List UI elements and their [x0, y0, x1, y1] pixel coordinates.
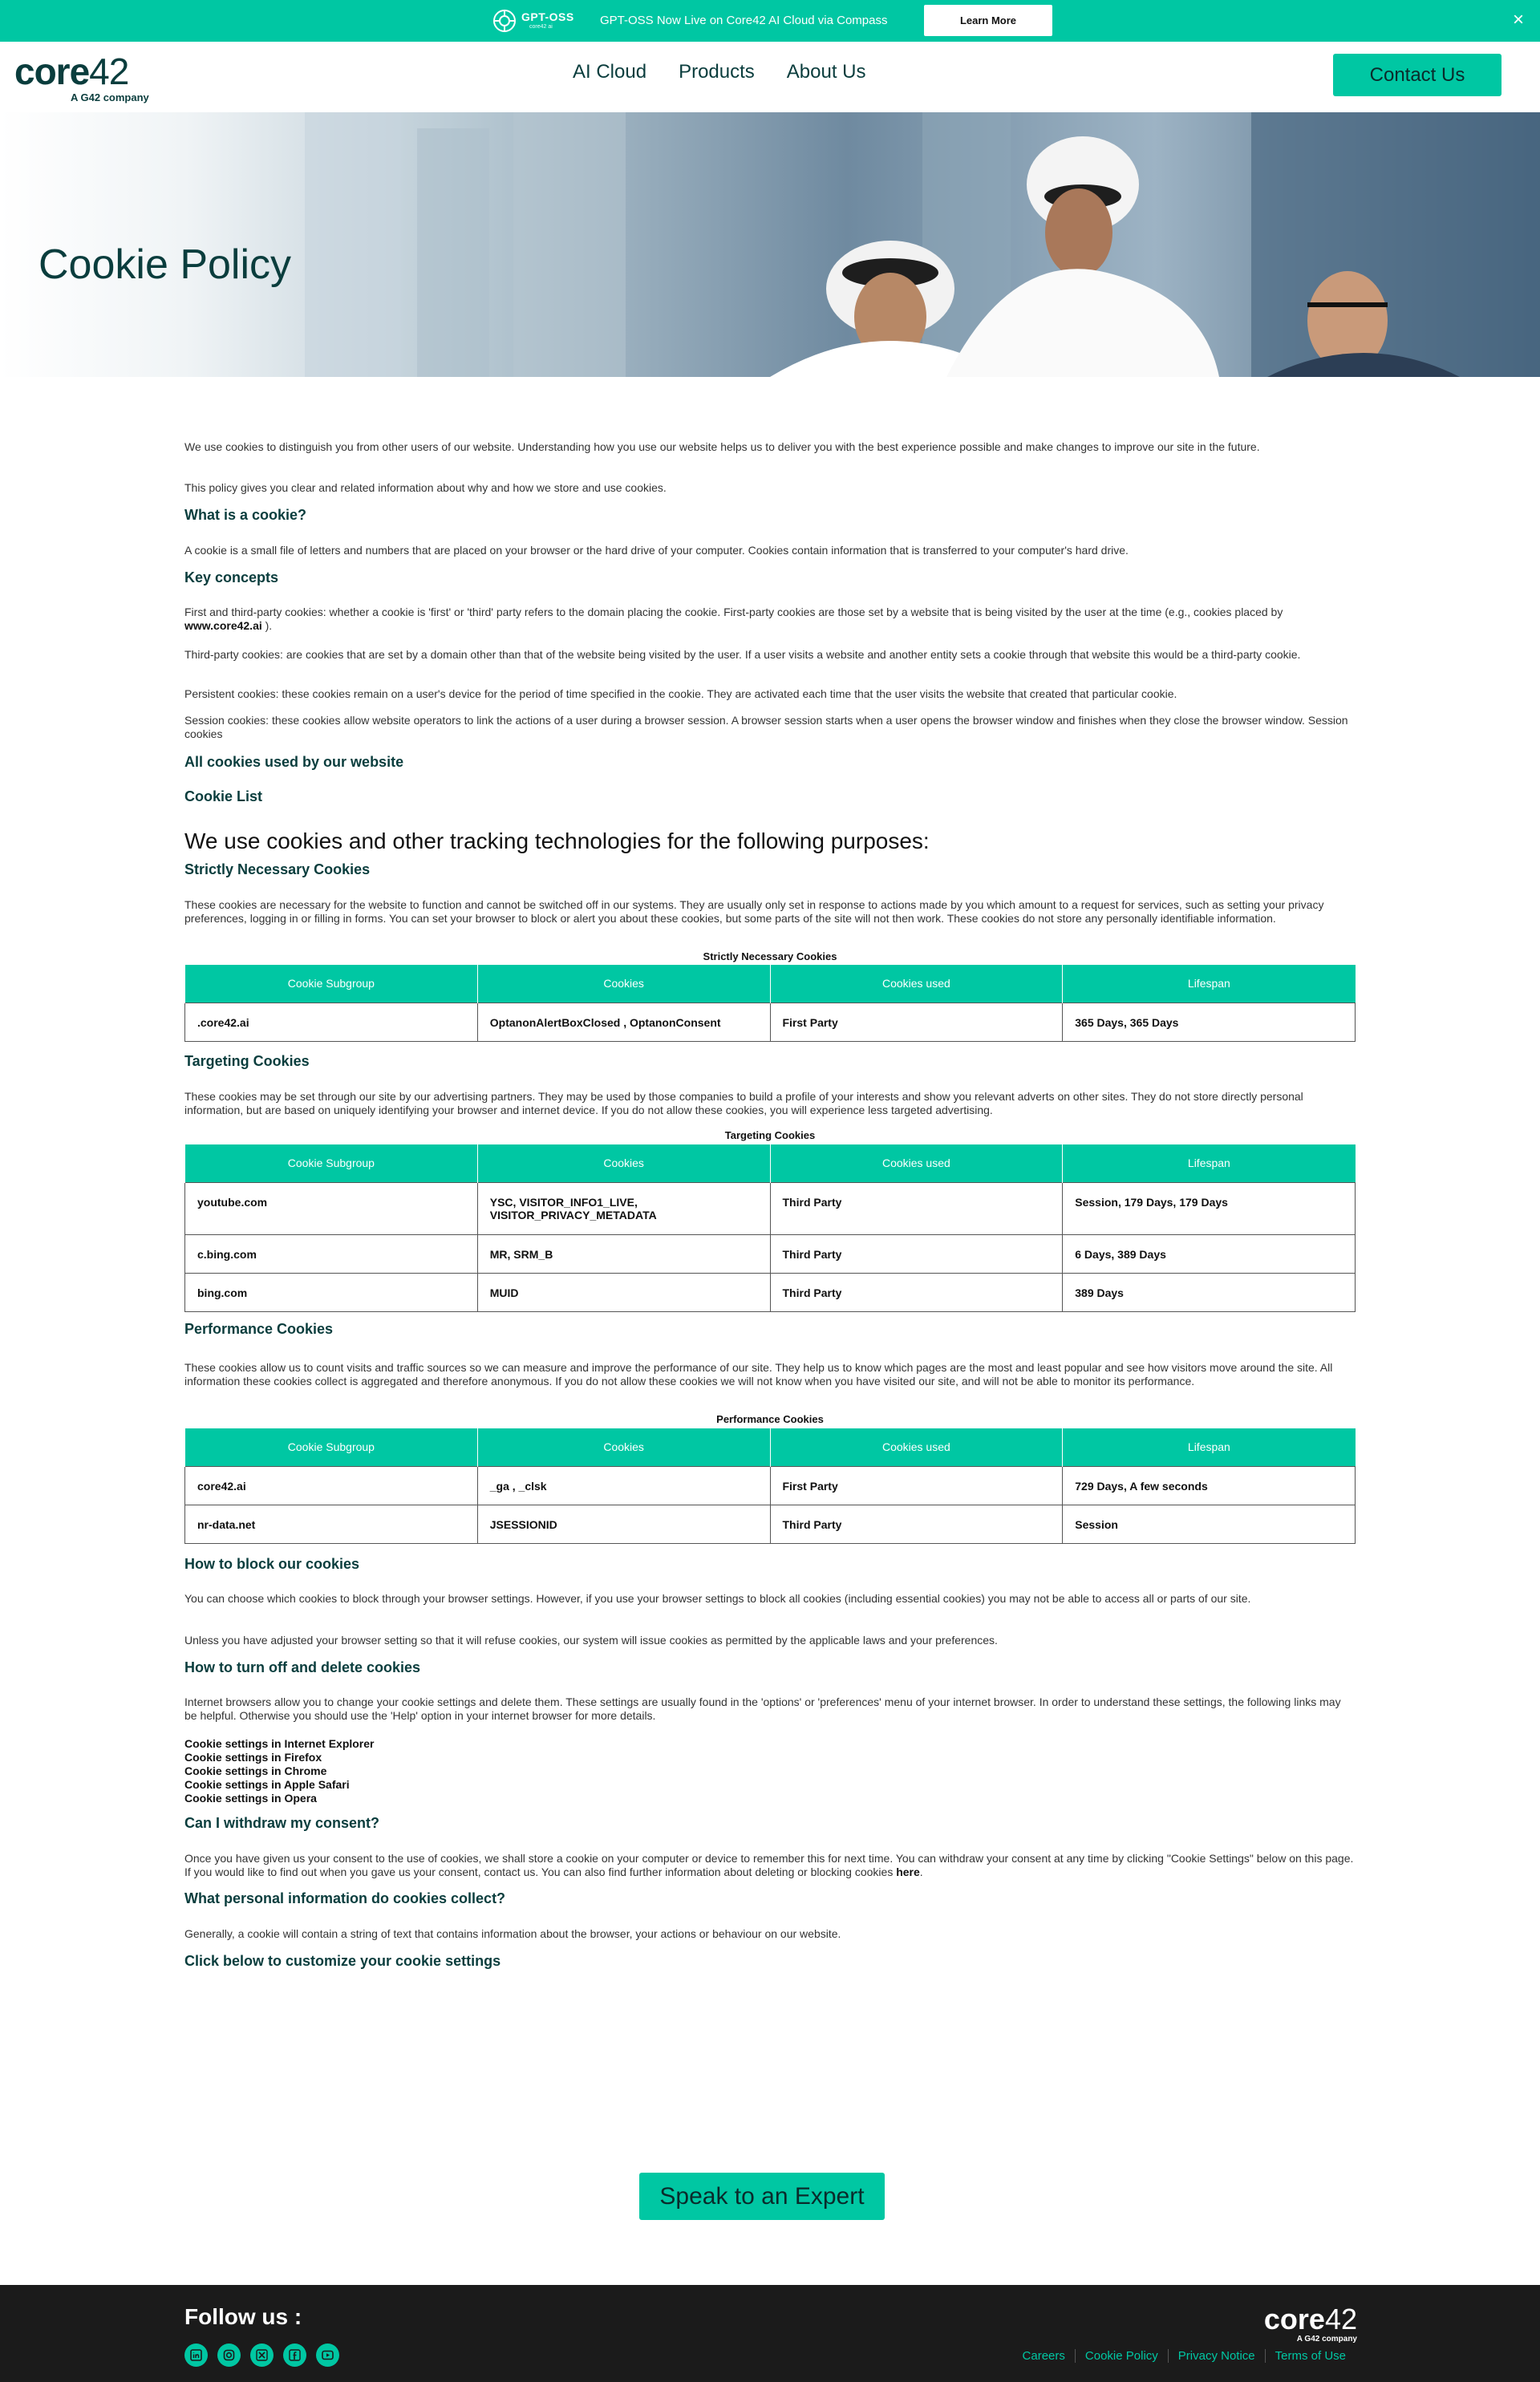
announcement-bar — [0, 0, 1540, 42]
youtube-icon[interactable] — [316, 2344, 339, 2367]
logo-tagline: A G42 company — [71, 91, 149, 103]
section-paragraph: These cookies may be set through our site by our advertising partners. They may be used by those companies to build a profile of your interests and show you relevant adverts on other sites. They do not store directly personal information, but are based on uniquely identifying your browser and internet device. If you do not allow these cookies, you will experience less targeted advertising. — [184, 1090, 1303, 1116]
contact-us-button[interactable]: Contact Us — [1333, 54, 1502, 96]
table-cell: c.bing.com — [185, 1234, 478, 1273]
table-cell: MR, SRM_B — [477, 1234, 770, 1273]
facebook-icon[interactable] — [283, 2344, 306, 2367]
table-caption: Targeting Cookies — [724, 1129, 816, 1141]
column-header: Lifespan — [1063, 965, 1356, 1003]
table-cell: Third Party — [770, 1182, 1063, 1234]
table-row — [185, 1234, 1356, 1273]
section-paragraph: A cookie is a small file of letters and numbers that are placed on your browser or the hard drive of your computer. Cookies contain information that is transferred to your computer's hard drive. — [184, 544, 1129, 557]
x-icon[interactable] — [250, 2344, 274, 2367]
intro-paragraph: This policy gives you clear and related information about why and how we store and use cookies. — [184, 481, 667, 494]
logo-wordmark: core42 — [1263, 2303, 1357, 2335]
footer — [0, 2285, 1540, 2382]
close-icon[interactable]: × — [1513, 9, 1525, 30]
column-header: Cookies — [477, 965, 770, 1003]
table-cell: 365 Days, 365 Days — [1063, 1003, 1356, 1041]
table-cell: First Party — [770, 1003, 1063, 1041]
section-heading: Strictly Necessary Cookies — [184, 861, 371, 877]
table-cell: _ga , _clsk — [477, 1466, 770, 1505]
table-cell: .core42.ai — [185, 1003, 478, 1041]
section-heading: Targeting Cookies — [184, 1053, 310, 1069]
column-header: Cookies used — [770, 1144, 1063, 1182]
section-paragraph: Generally, a cookie will contain a string of text that contains information about the browser, your actions or behaviour on our website. — [184, 1927, 841, 1940]
footer-link-privacy-notice[interactable]: Privacy Notice — [1168, 2349, 1265, 2363]
announcement-message: GPT-OSS Now Live on Core42 AI Cloud via Compass — [600, 14, 888, 27]
footer-link-terms-of-use[interactable]: Terms of Use — [1265, 2349, 1356, 2363]
section-paragraph: Persistent cookies: these cookies remain on a user's device for the period of time specified in the cookie. They are activated each time that the user visits the website that created that particular cookie. — [184, 687, 1177, 700]
column-header: Cookies — [477, 1428, 770, 1466]
speak-to-expert-button[interactable]: Speak to an Expert — [639, 2173, 885, 2220]
table-caption: Performance Cookies — [716, 1413, 824, 1425]
table-row — [185, 1466, 1356, 1505]
main-nav — [0, 42, 1540, 112]
table-cell: OptanonAlertBoxClosed , OptanonConsent — [477, 1003, 770, 1041]
table-cell: 6 Days, 389 Days — [1063, 1234, 1356, 1273]
column-header: Lifespan — [1063, 1144, 1356, 1182]
table-cell: Third Party — [770, 1505, 1063, 1543]
customize-cookie-settings-heading: Click below to customize your cookie settings — [184, 1953, 501, 1969]
table-cell: 389 Days — [1063, 1273, 1356, 1311]
browser-settings-link-chrome[interactable]: Cookie settings in Chrome — [184, 1764, 327, 1777]
section-heading: Performance Cookies — [184, 1321, 334, 1337]
table-cell: Session, 179 Days, 179 Days — [1063, 1182, 1356, 1234]
section-paragraph: Internet browsers allow you to change your cookie settings and delete them. These settings are usually found in the 'options' or 'preferences' menu of your internet browser. In order to understand these settings, the following links may be helpful. Otherwise you should use the 'Help' option in your internet browser for more details. — [184, 1695, 1341, 1722]
table-cell: YSC, VISITOR_INFO1_LIVE, VISITOR_PRIVACY_METADATA — [477, 1182, 770, 1234]
footer-link-cookie-policy[interactable]: Cookie Policy — [1075, 2349, 1168, 2363]
section-paragraph: These cookies are necessary for the website to function and cannot be switched off in our systems. They are usually only set in response to actions made by you which amount to a request for services, such as setting your privacy preferences, logging in or filling in forms. You can set your browser to block or alert you about these cookies, but some parts of the site will not then work. These cookies do not store any personally identifiable information. — [184, 898, 1324, 925]
table-cell: nr-data.net — [185, 1505, 478, 1543]
section-heading: How to block our cookies — [184, 1556, 360, 1572]
section-heading: What is a cookie? — [184, 507, 307, 523]
social-links — [184, 2344, 339, 2367]
section-paragraph: These cookies allow us to count visits and traffic sources so we can measure and improve the performance of our site. They help us to know which pages are the most and least popular and see how visitors move around the site. All information these cookies collect is aggregated and therefore anonymous. If you do not allow these cookies we will not know when you have visited our site, and will not be able to monitor its performance. — [184, 1361, 1333, 1387]
table-cell: Third Party — [770, 1273, 1063, 1311]
column-header: Cookies — [477, 1144, 770, 1182]
table-row — [185, 1273, 1356, 1311]
column-header: Cookie Subgroup — [185, 965, 478, 1003]
section-paragraph: You can choose which cookies to block through your browser settings. However, if you use your browser settings to block all cookies (including essential cookies) you may not be able to access all or parts of our site. — [184, 1592, 1251, 1605]
nav-item-about-us[interactable]: About Us — [786, 61, 866, 83]
nav-item-ai-cloud[interactable]: AI Cloud — [573, 61, 647, 83]
learn-more-button[interactable]: Learn More — [924, 5, 1052, 36]
cookie-list-link[interactable]: Cookie List — [184, 788, 263, 804]
browser-settings-link-ie[interactable]: Cookie settings in Internet Explorer — [184, 1737, 375, 1750]
table-cell: JSESSIONID — [477, 1505, 770, 1543]
section-paragraph: First and third-party cookies: whether a cookie is 'first' or 'third' party refers to the domain placing the cookie. First-party cookies are those set by a website that is being visited by the user at the time (e.g., cookies placed by www.core42.ai ). — [184, 606, 1283, 632]
targeting-cookies-table — [184, 1144, 1356, 1312]
section-heading: Key concepts — [184, 569, 279, 585]
table-cell: Third Party — [770, 1234, 1063, 1273]
browser-settings-link-opera[interactable]: Cookie settings in Opera — [184, 1792, 317, 1805]
hero-banner — [0, 112, 1540, 377]
table-row — [185, 1505, 1356, 1543]
section-paragraph: Third-party cookies: are cookies that are set by a domain other than that of the website being visited by the user. If a user visits a website and another entity sets a cookie through that website this would be a third-party cookie. — [184, 648, 1301, 661]
column-header: Cookie Subgroup — [185, 1428, 478, 1466]
strict-cookies-table — [184, 965, 1356, 1042]
logo-wordmark: core42 — [14, 51, 129, 92]
table-cell: 729 Days, A few seconds — [1063, 1466, 1356, 1505]
intro-paragraph: We use cookies to distinguish you from other users of our website. Understanding how you use our website helps us to deliver you with the best experience possible and make changes to improve our site in the future. — [184, 440, 1260, 453]
browser-settings-link-safari[interactable]: Cookie settings in Apple Safari — [184, 1778, 350, 1791]
instagram-icon[interactable] — [217, 2344, 241, 2367]
section-paragraph: Once you have given us your consent to the use of cookies, we shall store a cookie on your computer or device to remember this for next time. You can withdraw your consent at any time by clicking "Cookie Settings" below on this page. If you would like to find out when you gave us your consent, contact us. You can also find further information about deleting or blocking cookies here. — [184, 1852, 1354, 1878]
column-header: Lifespan — [1063, 1428, 1356, 1466]
table-cell: First Party — [770, 1466, 1063, 1505]
performance-cookies-table — [184, 1428, 1356, 1544]
table-caption: Strictly Necessary Cookies — [703, 950, 837, 962]
gpt-oss-logo-text: GPT-OSS — [521, 10, 574, 23]
table-cell: youtube.com — [185, 1182, 478, 1234]
column-header: Cookies used — [770, 1428, 1063, 1466]
core42-logo[interactable] — [14, 50, 159, 106]
page-title: Cookie Policy — [38, 241, 292, 288]
follow-us-label: Follow us : — [184, 2304, 302, 2329]
logo-tagline: A G42 company — [1296, 2335, 1357, 2344]
section-paragraph: Session cookies: these cookies allow website operators to link the actions of a user during a browser session. A browser session starts when a user opens the browser window and finishes when they close the browser window. Session cookies — [184, 714, 1348, 740]
purposes-heading: We use cookies and other tracking technologies for the following purposes: — [184, 828, 930, 853]
core42-link[interactable]: www.core42.ai — [184, 619, 262, 632]
table-cell: MUID — [477, 1273, 770, 1311]
section-paragraph: Unless you have adjusted your browser setting so that it will refuse cookies, our system will issue cookies as permitted by the applicable laws and your preferences. — [184, 1634, 998, 1647]
section-heading: All cookies used by our website — [184, 754, 404, 770]
column-header: Cookies used — [770, 965, 1063, 1003]
here-link[interactable]: here — [896, 1865, 920, 1878]
gpt-oss-logo-icon — [491, 7, 518, 34]
table-row — [185, 1003, 1356, 1041]
table-row — [185, 1182, 1356, 1234]
table-cell: Session — [1063, 1505, 1356, 1543]
footer-links — [1013, 2349, 1356, 2363]
section-heading: Can I withdraw my consent? — [184, 1815, 380, 1831]
section-heading: How to turn off and delete cookies — [184, 1659, 421, 1675]
gpt-oss-logo-sub: core42 ai — [529, 24, 553, 30]
table-cell: bing.com — [185, 1273, 478, 1311]
browser-settings-link-firefox[interactable]: Cookie settings in Firefox — [184, 1751, 322, 1764]
nav-links — [573, 61, 866, 83]
nav-item-products[interactable]: Products — [679, 61, 755, 83]
column-header: Cookie Subgroup — [185, 1144, 478, 1182]
browser-settings-links — [184, 1737, 1356, 1805]
footer-link-careers[interactable]: Careers — [1022, 2349, 1065, 2363]
linkedin-icon[interactable] — [184, 2344, 208, 2367]
footer-core42-logo[interactable] — [1237, 2303, 1357, 2343]
table-cell: core42.ai — [185, 1466, 478, 1505]
section-heading: What personal information do cookies collect? — [184, 1890, 506, 1906]
